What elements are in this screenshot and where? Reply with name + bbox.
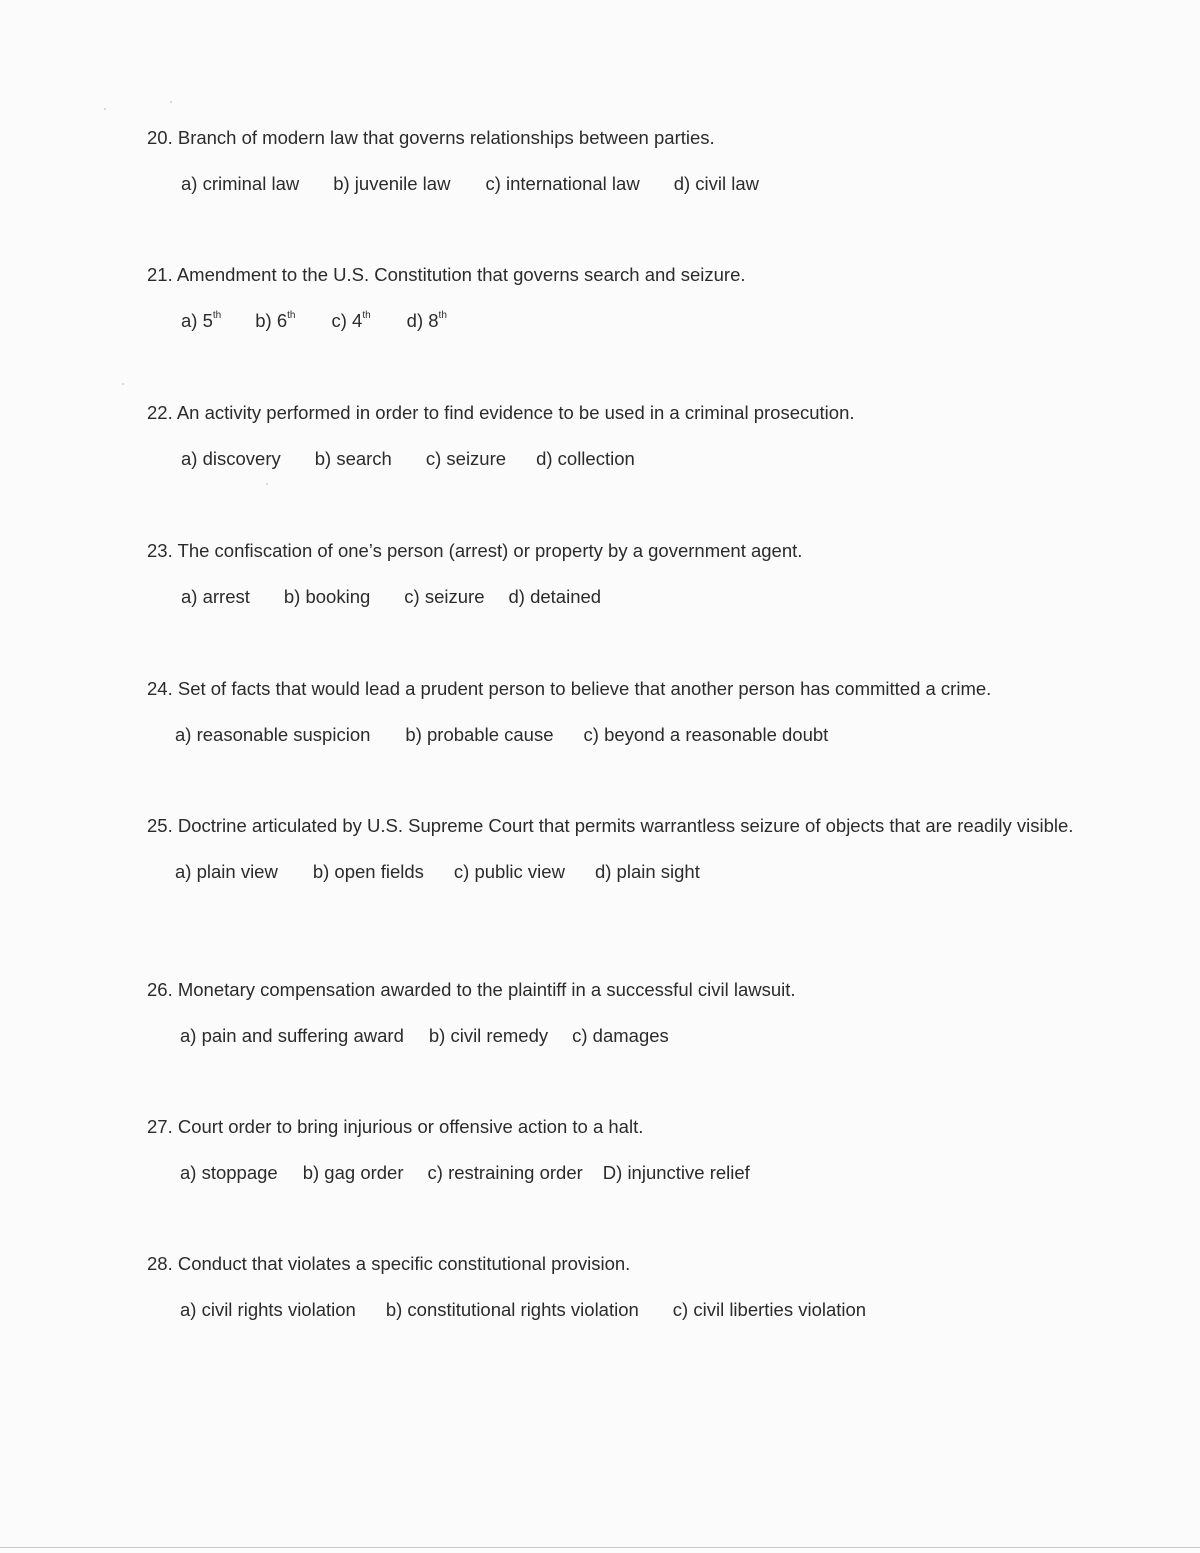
question-text: 21. Amendment to the U.S. Constitution that governs search and seizure. (147, 264, 746, 285)
option-label: c) 4 (331, 310, 363, 331)
option-label: a) stoppage (180, 1162, 278, 1183)
question-text: 24. Set of facts that would lead a prudent person to believe that another person has committed a crime. (147, 678, 992, 699)
option-label: c) public view (453, 861, 565, 882)
answer-option (180, 1297, 356, 1323)
question-28 (147, 1251, 1077, 1323)
option-label: b) 6 (255, 310, 288, 331)
answer-option (175, 859, 278, 885)
option-label: d) civil law (673, 173, 760, 194)
option-label: c) damages (572, 1025, 669, 1046)
question-24 (147, 676, 1077, 748)
answer-option (331, 308, 370, 334)
question-27 (147, 1114, 1077, 1186)
answer-option (181, 446, 281, 472)
option-label: d) collection (536, 448, 635, 469)
answer-option (572, 1023, 669, 1049)
answer-option (509, 584, 602, 610)
question-text: 22. An activity performed in order to find evidence to be used in a criminal prosecution. (147, 402, 855, 423)
option-label: c) seizure (425, 448, 507, 469)
scan-speck (170, 101, 172, 103)
option-label: a) reasonable suspicion (175, 724, 371, 745)
question-text: 28. Conduct that violates a specific constitutional provision. (147, 1253, 631, 1274)
answer-option (536, 446, 635, 472)
question-text: 20. Branch of modern law that governs relationships between parties. (147, 127, 715, 148)
ordinal-suffix: th (287, 310, 296, 321)
answer-option (407, 308, 447, 334)
ordinal-suffix: th (212, 310, 222, 321)
option-label: b) booking (283, 586, 371, 607)
answer-options (147, 1160, 1077, 1186)
option-label: a) discovery (181, 448, 281, 469)
answer-option (315, 446, 392, 472)
answer-option (404, 584, 484, 610)
answer-options (147, 171, 1077, 197)
option-label: a) plain view (175, 861, 278, 882)
answer-option (603, 1160, 750, 1186)
option-label: b) search (314, 448, 392, 469)
answer-option (674, 171, 759, 197)
answer-option (584, 722, 829, 748)
option-label: c) restraining order (427, 1162, 583, 1183)
answer-options (147, 722, 1077, 748)
scan-speck (266, 483, 268, 485)
option-label: a) arrest (181, 586, 250, 607)
answer-option (673, 1297, 866, 1323)
answer-option (181, 584, 250, 610)
answer-option (429, 1023, 548, 1049)
answer-option (333, 171, 450, 197)
answer-option (428, 1160, 583, 1186)
question-text: 26. Monetary compensation awarded to the plaintiff in a successful civil lawsuit. (147, 979, 796, 1000)
answer-options (147, 1023, 1077, 1049)
question-text: 23. The confiscation of one’s person (arrest) or property by a government agent. (147, 540, 803, 561)
answer-option (180, 1023, 404, 1049)
option-label: d) plain sight (594, 861, 700, 882)
question-20 (147, 125, 1077, 197)
ordinal-suffix: th (438, 310, 447, 321)
answer-option (485, 171, 639, 197)
question-text: 27. Court order to bring injurious or offensive action to a halt. (147, 1116, 644, 1137)
option-label: d) 8 (406, 310, 439, 331)
question-text: 25. Doctrine articulated by U.S. Supreme Court that permits warrantless seizure of objects that are readily visible. (147, 815, 1074, 836)
option-label: a) 5 (181, 310, 213, 331)
ordinal-suffix: th (362, 310, 371, 321)
option-label: b) constitutional rights violation (385, 1299, 639, 1320)
option-label: b) civil remedy (428, 1025, 549, 1046)
answer-option (426, 446, 506, 472)
answer-options (147, 446, 1077, 472)
option-label: c) beyond a reasonable doubt (583, 724, 829, 745)
option-label: a) civil rights violation (180, 1299, 356, 1320)
answer-option (405, 722, 553, 748)
scan-edge-line (0, 1547, 1200, 1548)
answer-option (303, 1160, 404, 1186)
answer-options (147, 584, 1077, 610)
answer-option (181, 171, 299, 197)
answer-options (147, 859, 1077, 885)
option-label: c) civil liberties violation (672, 1299, 867, 1320)
option-label: c) seizure (404, 586, 485, 607)
option-label: D) injunctive relief (602, 1162, 750, 1183)
question-21 (147, 262, 1077, 334)
option-label: d) detained (508, 586, 602, 607)
answer-option (180, 1160, 278, 1186)
answer-option (284, 584, 370, 610)
answer-option (313, 859, 424, 885)
option-label: b) gag order (302, 1162, 404, 1183)
option-label: b) juvenile law (333, 173, 451, 194)
scan-speck (122, 383, 124, 385)
answer-option (255, 308, 295, 334)
question-23 (147, 538, 1077, 610)
option-label: b) open fields (312, 861, 424, 882)
option-label: b) probable cause (405, 724, 554, 745)
option-label: a) criminal law (181, 173, 300, 194)
answer-option (386, 1297, 639, 1323)
option-label: c) international law (485, 173, 640, 194)
answer-options (147, 1297, 1077, 1323)
answer-option (181, 308, 221, 334)
option-label: a) pain and suffering award (180, 1025, 404, 1046)
question-26 (147, 977, 1077, 1049)
answer-option (595, 859, 700, 885)
answer-option (175, 722, 370, 748)
question-25 (147, 813, 1077, 885)
answer-options (147, 308, 1077, 334)
question-22 (147, 400, 1077, 472)
answer-option (454, 859, 565, 885)
scan-speck (104, 108, 106, 110)
